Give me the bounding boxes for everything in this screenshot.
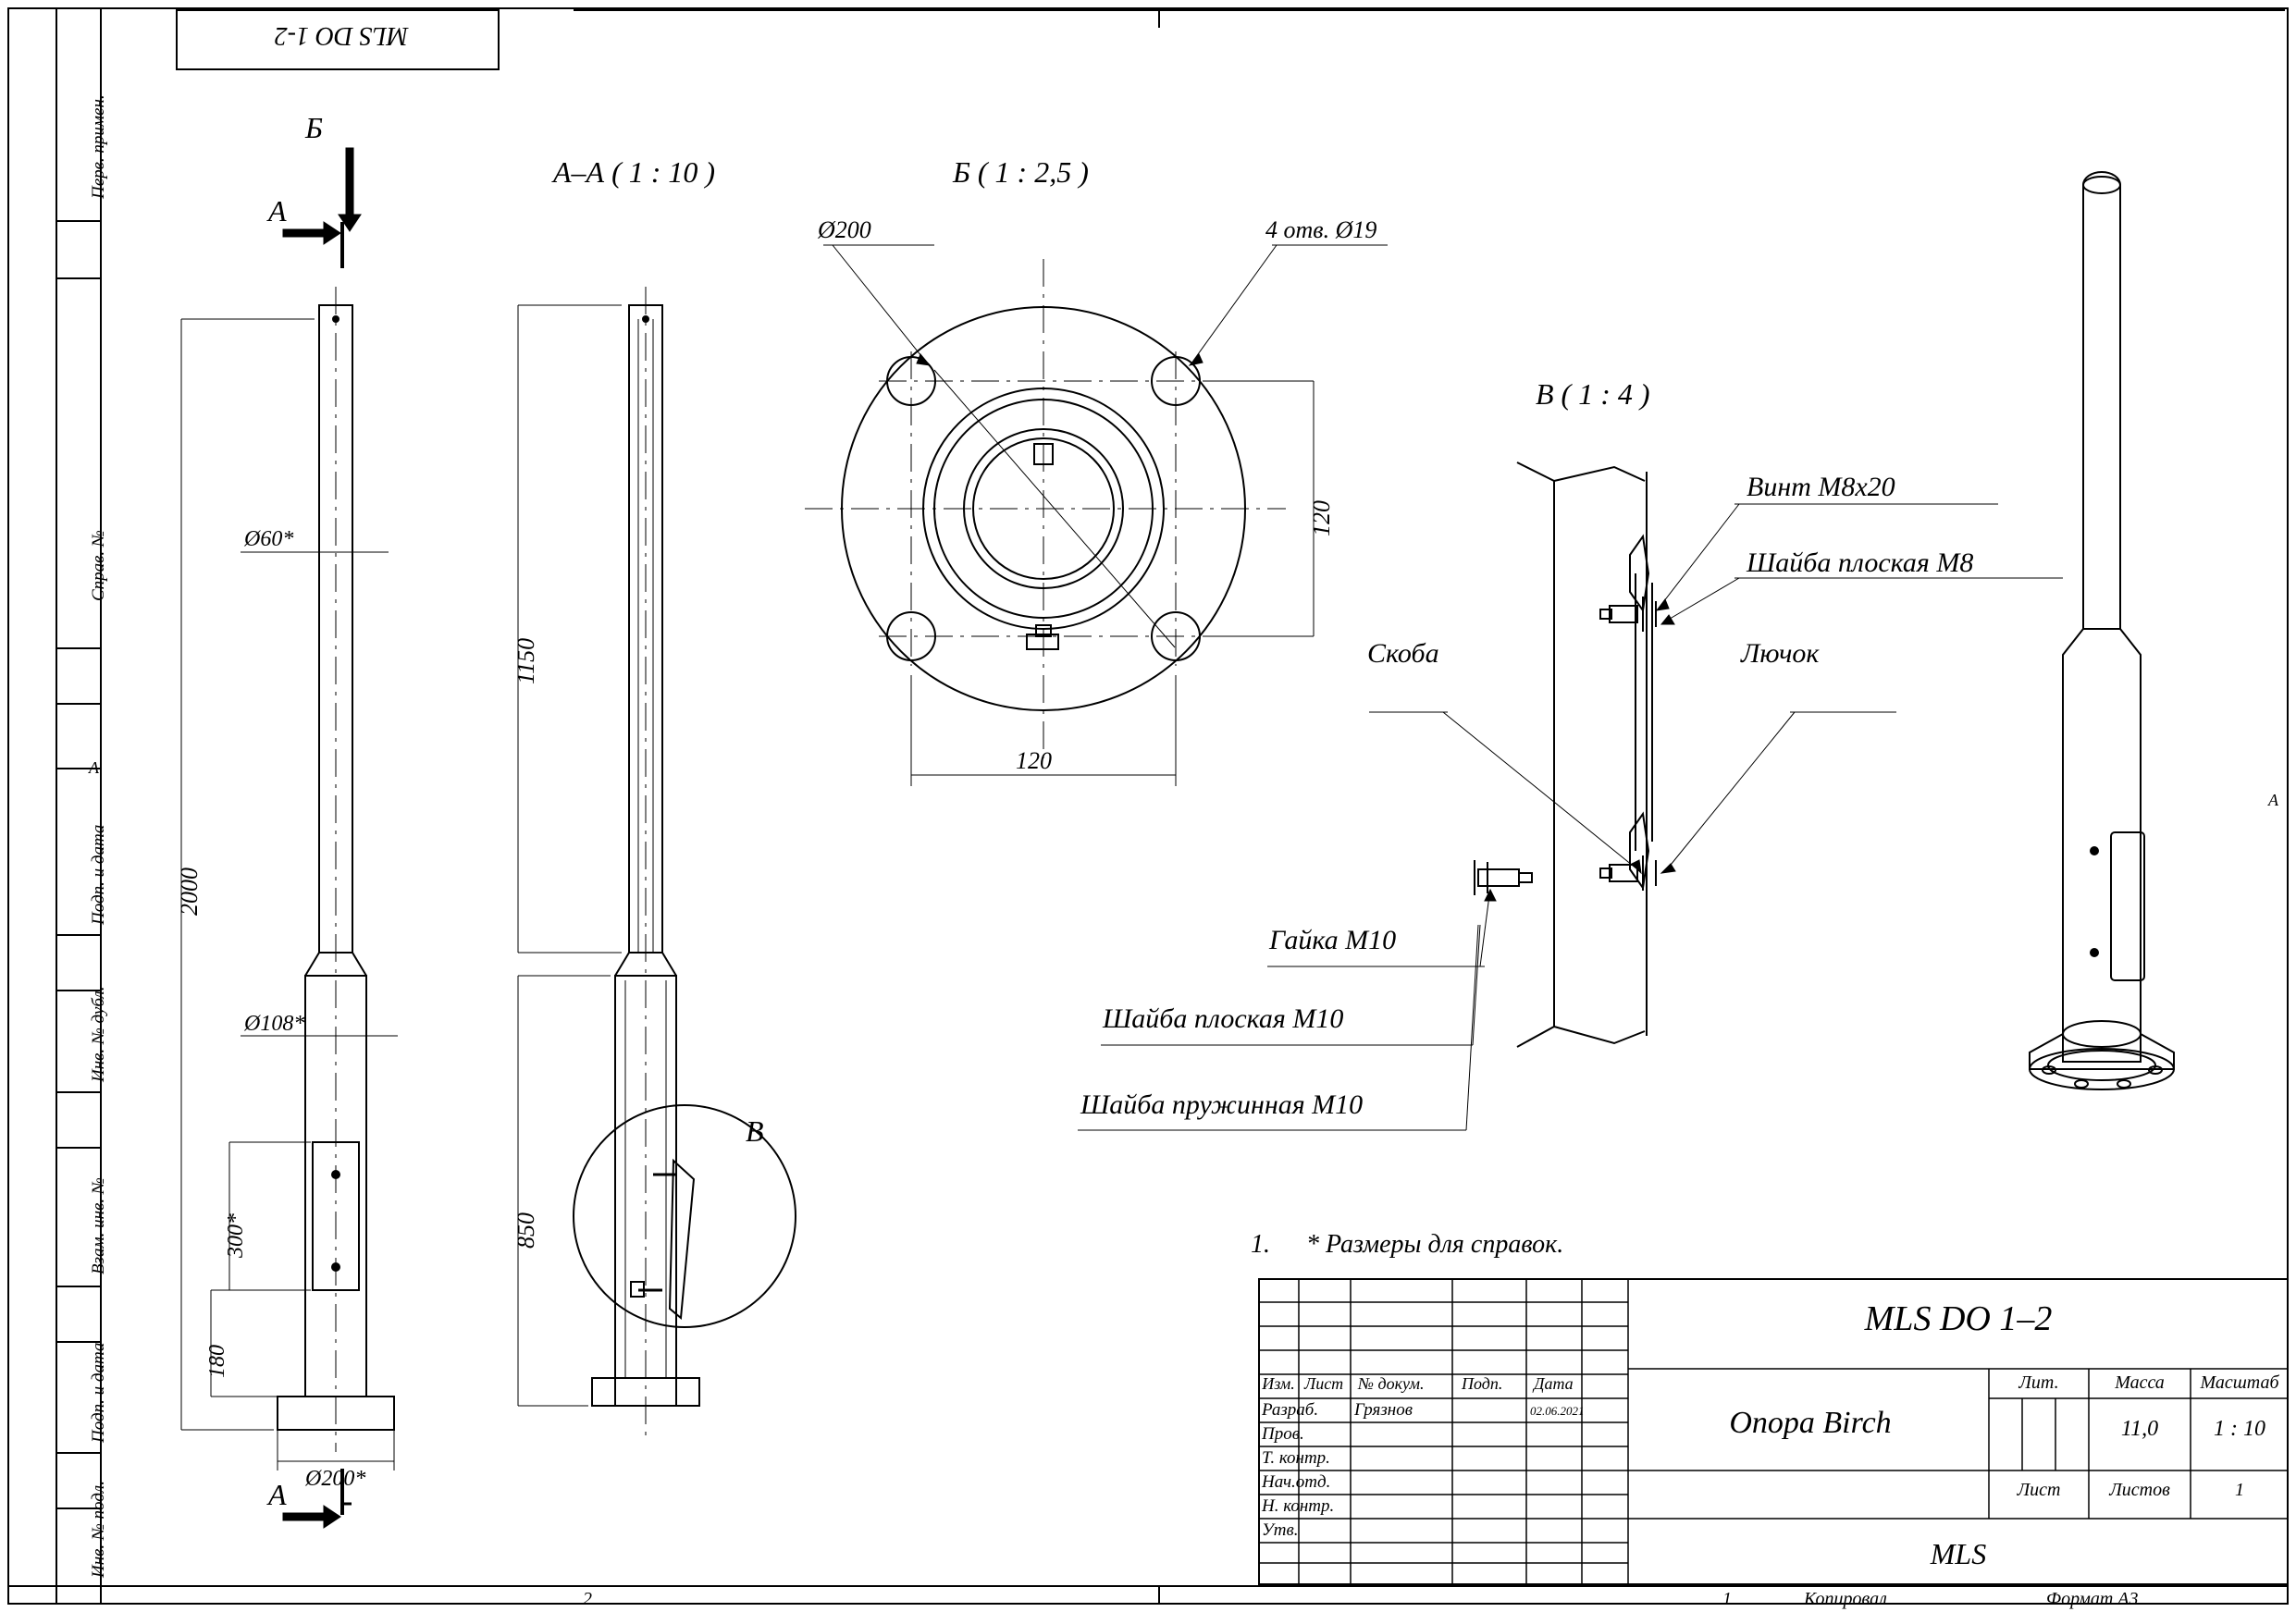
detail-V-title: В ( 1 : 4 )	[1536, 377, 1650, 411]
dim-300: 300*	[224, 1213, 248, 1258]
view-B-title: Б ( 1 : 2,5 )	[953, 155, 1089, 189]
dim-d108: Ø108*	[244, 1012, 305, 1036]
callout-bracket: Скоба	[1367, 638, 1439, 669]
zone-mark-right: A	[2268, 791, 2278, 809]
th-sign: Подп.	[1462, 1374, 1503, 1393]
note-number: 1.	[1251, 1230, 1270, 1259]
callout-screw-m8x20: Винт M8x20	[1747, 472, 1895, 502]
top-designation-label: MLS DO 1-2	[274, 21, 409, 50]
label-4-holes-d19: 4 отв. Ø19	[1265, 216, 1377, 243]
section-letter-A-bottom: A	[268, 1478, 287, 1511]
note-text: * Размеры для справок.	[1306, 1230, 1564, 1259]
callout-nut-m10: Гайка М10	[1269, 925, 1397, 955]
dim-180: 180	[205, 1345, 229, 1378]
th-doc: № докум.	[1358, 1374, 1425, 1393]
margin-field-inv-podl: Инв. № подл.	[89, 1481, 108, 1578]
bottom-page-left: 2	[583, 1589, 592, 1609]
detail-letter-V: В	[746, 1114, 764, 1148]
mass-value: 11,0	[2120, 1417, 2159, 1441]
row-role-prov: Пров.	[1262, 1424, 1304, 1444]
row-role-razrab: Разраб.	[1262, 1400, 1319, 1420]
row-role-nachotd: Нач.отд.	[1262, 1472, 1331, 1492]
scale-label: Масштаб	[2200, 1372, 2279, 1393]
section-letter-A-top: A	[268, 194, 287, 228]
th-list: Лист	[1304, 1374, 1344, 1393]
callout-hatch: Лючок	[1741, 638, 1820, 669]
row-role-utv: Утв.	[1262, 1520, 1299, 1540]
callout-flat-washer-m10: Шайба плоская М10	[1103, 1003, 1344, 1034]
margin-field-podp-i-data-1: Подп. и дата	[89, 824, 108, 925]
bottom-divider-tick	[1158, 1585, 1160, 1605]
dim-850: 850	[512, 1212, 539, 1249]
mass-label: Масса	[2115, 1372, 2165, 1393]
section-AA-title: А–А ( 1 : 10 )	[553, 155, 716, 189]
product-name-value: Опора Birch	[1729, 1406, 1892, 1440]
label-d200: Ø200	[818, 216, 871, 243]
dim-d60: Ø60*	[244, 527, 294, 551]
dim-d200-star: Ø200*	[305, 1467, 366, 1491]
row-role-nkontr: Н. контр.	[1262, 1496, 1335, 1516]
th-date: Дата	[1534, 1374, 1574, 1393]
designation-value: MLS DO 1–2	[1864, 1299, 2053, 1338]
sheets-value: 1	[2235, 1480, 2244, 1500]
dim-120-horizontal: 120	[1016, 747, 1052, 774]
sheet-format-label: Формат А3	[2046, 1589, 2139, 1609]
company-value: MLS	[1930, 1537, 1987, 1570]
lit-label: Лит.	[2018, 1372, 2059, 1393]
dim-2000: 2000	[176, 868, 203, 916]
margin-field-vzam-inv: Взам. инв. №	[89, 1177, 108, 1274]
zone-mark-left: A	[89, 758, 99, 777]
callout-spring-washer-m10: Шайба пружинная М10	[1080, 1089, 1364, 1120]
row-role-tkontr: Т. контр.	[1262, 1448, 1330, 1468]
bottom-page-right: 1	[1722, 1589, 1732, 1609]
sheet-label: Лист	[2017, 1480, 2061, 1500]
scale-value: 1 : 10	[2214, 1417, 2265, 1441]
margin-field-perv-primen: Перв. примен.	[89, 94, 108, 199]
margin-field-podp-i-data-2: Подп. и дата	[89, 1342, 108, 1443]
sheets-label: Листов	[2109, 1480, 2170, 1500]
dim-120-vertical: 120	[1308, 500, 1335, 536]
row-name-razrab: Грязнов	[1354, 1400, 1413, 1420]
dim-1150: 1150	[512, 637, 539, 684]
arrow-letter-B: Б	[305, 111, 323, 144]
callout-flat-washer-m8: Шайба плоская М8	[1747, 548, 1974, 578]
copied-label: Копировал	[1804, 1589, 1887, 1609]
margin-field-sprav: Справ. №	[89, 530, 108, 601]
th-izm: Изм.	[1262, 1374, 1295, 1393]
margin-field-inv-dubl: Инв. № дубл.	[89, 986, 108, 1082]
row-date-razrab: 02.06.2021	[1530, 1404, 1585, 1418]
